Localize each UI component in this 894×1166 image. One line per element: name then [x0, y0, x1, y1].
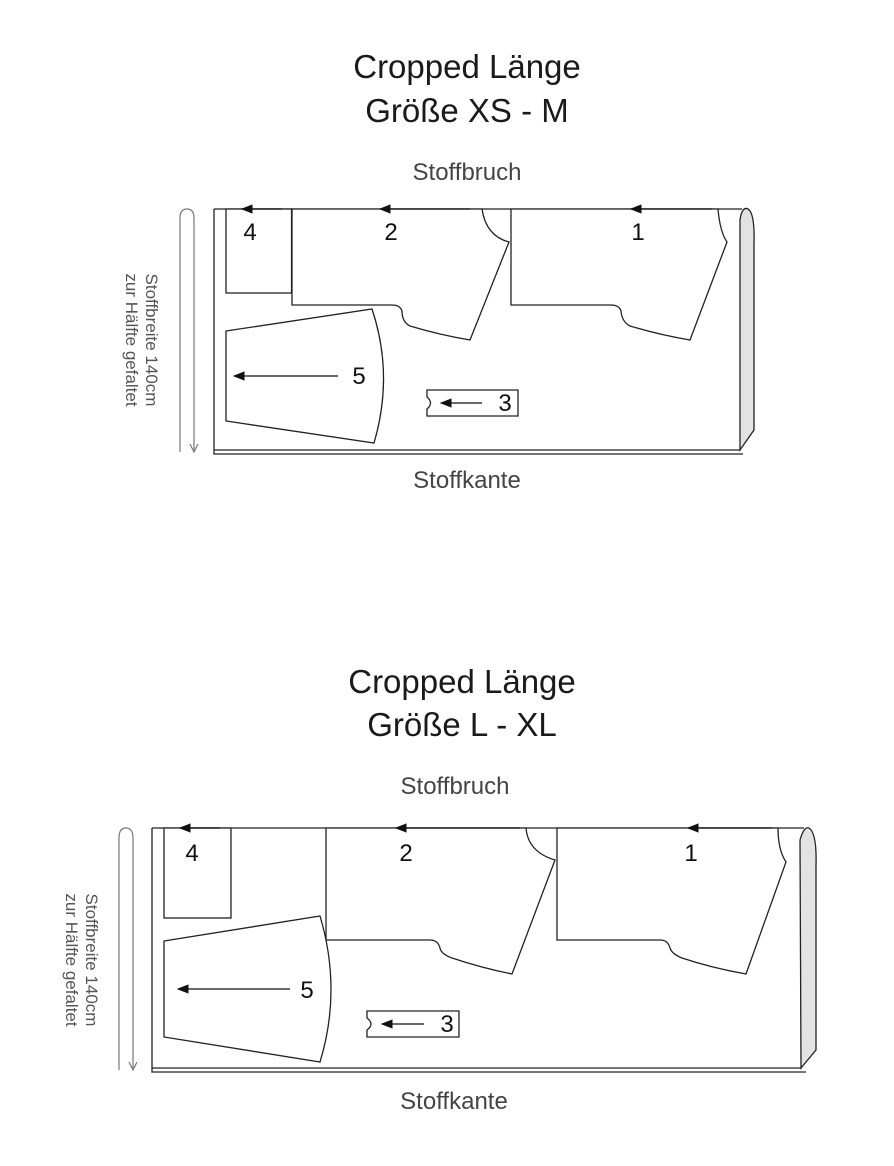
- piece-number-5: 5: [300, 977, 314, 1004]
- width-arrow: [180, 209, 194, 452]
- pattern-piece-1: [557, 828, 786, 974]
- piece-number-5: 5: [352, 363, 366, 390]
- pattern-piece-4: [226, 209, 292, 293]
- fabric-folded-text: zur Hälfte gefaltet: [62, 893, 81, 1027]
- piece-number-2: 2: [399, 840, 413, 867]
- layout-l-xl: [62, 663, 816, 1115]
- piece-number-1: 1: [684, 840, 698, 867]
- layout-title-line2: Größe XS - M: [365, 92, 569, 129]
- fabric-fold-shade: [800, 828, 816, 1068]
- fabric-fold-label: Stoffbruch: [400, 773, 510, 800]
- piece-number-3: 3: [498, 390, 512, 417]
- layout-title-line1: Cropped Länge: [353, 48, 581, 85]
- piece-number-4: 4: [243, 219, 257, 246]
- pattern-piece-2: [326, 828, 555, 974]
- fabric-width-indicator: [62, 828, 137, 1070]
- piece-number-3: 3: [440, 1011, 454, 1038]
- fabric-width-text: Stoffbreite 140cm: [82, 893, 101, 1027]
- layout-title-line2: Größe L - XL: [367, 706, 557, 743]
- fabric-fold-shade: [740, 208, 754, 450]
- width-arrow: [119, 828, 133, 1070]
- pattern-piece-1: [511, 209, 727, 340]
- fabric-fold-label: Stoffbruch: [412, 159, 522, 186]
- fabric-selvage-label: Stoffkante: [400, 1088, 508, 1115]
- fabric-folded-text: zur Hälfte gefaltet: [122, 273, 141, 407]
- piece-number-2: 2: [384, 219, 398, 246]
- fabric-width-text: Stoffbreite 140cm: [142, 273, 161, 407]
- fabric-selvage-label: Stoffkante: [413, 467, 521, 494]
- piece-number-4: 4: [185, 840, 199, 867]
- fabric-width-indicator: [122, 209, 198, 452]
- layout-title-line1: Cropped Länge: [348, 663, 576, 700]
- layout-xs-m: [122, 48, 754, 494]
- piece-number-1: 1: [631, 219, 645, 246]
